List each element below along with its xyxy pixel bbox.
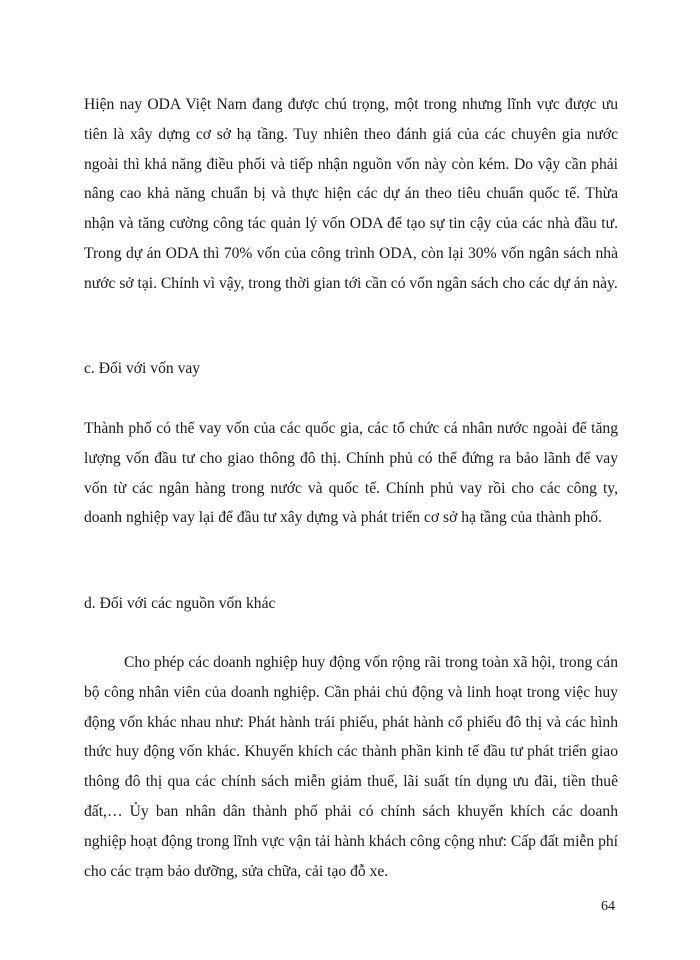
section-heading-loans: c. Đối với vốn vay [84,360,201,377]
paragraph-other-sources: Cho phép các doanh nghiệp huy động vốn rộng rãi trong toàn xã hội, trong cán bộ công nhân viên của doanh nghiệp. Cần phải chủ động và linh hoạt trong việc huy động vốn khác nhau như: Phát hành trái phiếu, phát hành cổ phiếu đô thị và các hình thức huy động vốn khác. Khuyến khích các thành phần kinh tế đầu tư phát triển giao thông đô thị qua các chính sách miễn giảm thuế, lãi suất tín dụng ưu đãi, tiền thuê đất,… Ủy ban nhân dân thành phố phải có chính sách khuyến khích các doanh nghiệp hoạt động trong lĩnh vực vận tải hành khách công cộng như: Cấp đất miễn phí cho các trạm bảo dưỡng, sửa chữa, cải tạo đỗ xe. [84,654,618,880]
paragraph-loans: Thành phố có thể vay vốn của các quốc gia, các tổ chức cá nhân nước ngoài để tăng lượng vốn đầu tư cho giao thông đô thị. Chính phủ có thể đứng ra bảo lãnh để vay vốn từ các ngân hàng trong nước và quốc tế. Chính phủ vay rồi cho các công ty, doanh nghiệp vay lại để đầu tư xây dựng và phát triển cơ sở hạ tầng của thành phố. [84,420,618,527]
paragraph-oda: Hiện nay ODA Việt Nam đang được chú trọng, một trong nhưng lĩnh vực được ưu tiên là xây dựng cơ sở hạ tầng. Tuy nhiên theo đánh giá của các chuyên gia nước ngoài thì khả năng điều phối và tiếp nhận nguồn vốn này còn kém. Do vậy cần phải nâng cao khả năng chuẩn bị và thực hiện các dự án theo tiêu chuẩn quốc tế. Thừa nhận và tăng cường công tác quản lý vốn ODA để tạo sự tin cậy của các nhà đầu tư. Trong dự án ODA thì 70% vốn của công trình ODA, còn lại 30% vốn ngân sách nhà nước sở tại. Chính vì vậy, trong thời gian tới cần có vốn ngân sách cho các dự án này. [84,96,618,292]
section-heading-other-sources: d. Đối với các nguồn vốn khác [84,595,276,612]
page-number: 64 [601,899,615,914]
